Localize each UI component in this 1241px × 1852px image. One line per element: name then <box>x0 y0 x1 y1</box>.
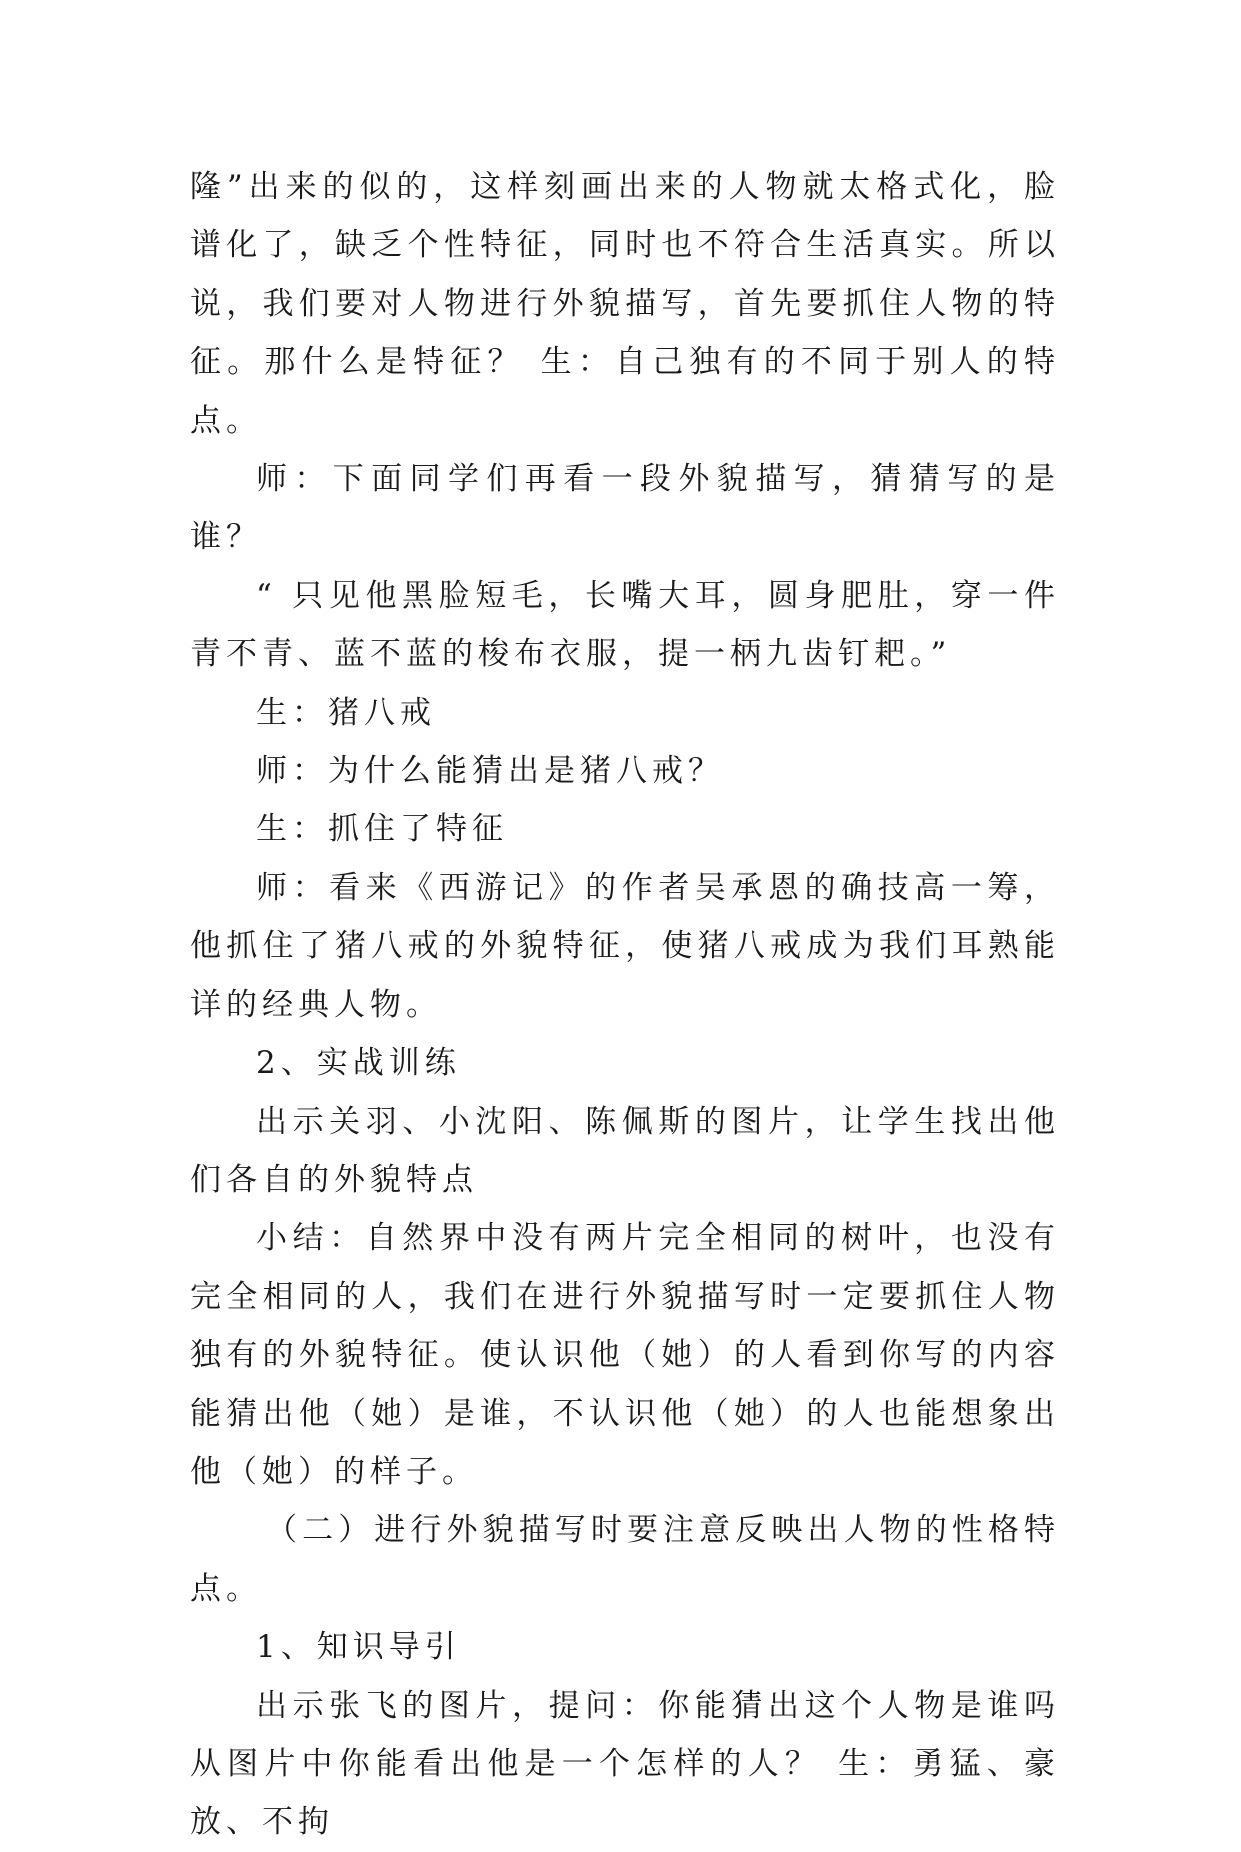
paragraph-zhangfei: 出示张飞的图片，提问：你能猜出这个人物是谁吗从图片中你能看出他是一个怎样的人？ 生：勇猛、豪放、不拘 <box>190 1687 1060 1841</box>
paragraph-student-answer: 生：猪八戒 <box>256 694 436 731</box>
paragraph-continuation: 隆”出来的似的，这样刻画出来的人物就太格式化，脸谱化了，缺乏个性特征，同时也不符合生活真实。所以说，我们要对人物进行外貌描写，首先要抓住人物的特征。那什么是特征？ 生：自己独有的不同于别人的特点。 <box>190 169 1060 439</box>
paragraph-show-pictures: 出示关羽、小沈阳、陈佩斯的图片，让学生找出他们各自的外貌特点 <box>190 1103 1060 1198</box>
section-heading-practice: 2、实战训练 <box>256 1045 461 1082</box>
section-heading-personality: （二）进行外貌描写时要注意反映出人物的性格特点。 <box>190 1512 1060 1607</box>
paragraph-quote: “ 只见他黑脸短毛，长嘴大耳，圆身肥肚，穿一件青不青、蓝不蓝的梭布衣服，提一柄九齿钉耙。” <box>190 577 1060 673</box>
paragraph-summary: 小结：自然界中没有两片完全相同的树叶，也没有完全相同的人，我们在进行外貌描写时一定要抓住人物独有的外貌特征。使认识他（她）的人看到你写的内容能猜出他（她）是谁，不认识他（她）的人也能想象出他（她）的样子。 <box>190 1220 1060 1490</box>
document-body <box>190 158 1060 1852</box>
paragraph-teacher-why: 师：为什么能猜出是猪八戒？ <box>256 753 724 790</box>
paragraph-teacher-question: 师：下面同学们再看一段外貌描写，猜猜写的是谁？ <box>190 461 1060 556</box>
paragraph-student-feature: 生：抓住了特征 <box>256 811 508 848</box>
paragraph-teacher-comment: 师：看来《西游记》的作者吴承恩的确技高一筹，他抓住了猪八戒的外貌特征，使猪八戒成为我们耳熟能详的经典人物。 <box>190 869 1060 1023</box>
section-heading-knowledge: 1、知识导引 <box>256 1629 461 1666</box>
